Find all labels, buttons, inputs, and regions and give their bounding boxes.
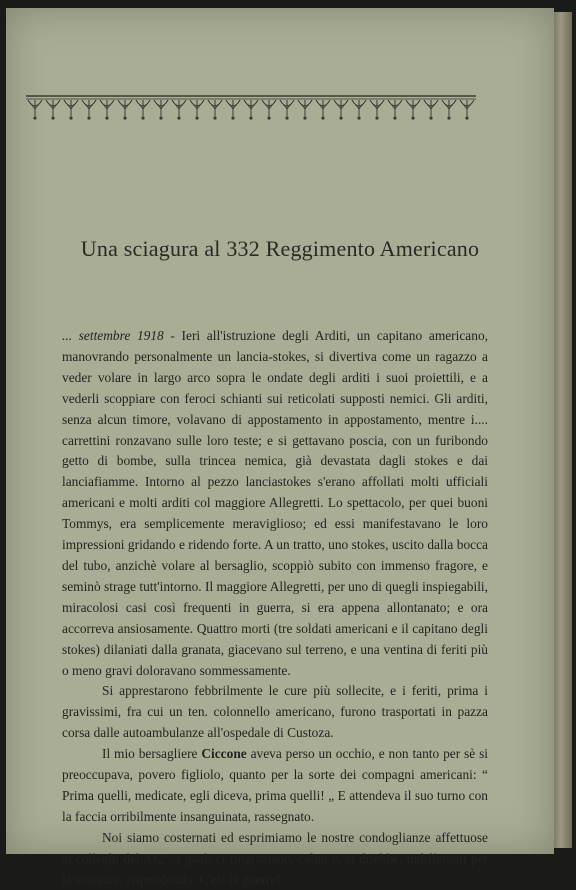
article-title: Una sciagura al 332 Reggimento Americano — [80, 236, 480, 261]
article-body — [62, 326, 488, 890]
soldier-name: Ciccone — [201, 746, 247, 762]
paragraph-4-text: Noi siamo costernati ed esprimiamo le nostre condoglianze affettuose ai colleghi del 332°, i quali ci ringraziano, calmi e, si direbbe, indifferenti per la sciagura, rispondendo: C'est la guerre! — [62, 829, 488, 887]
paragraph-1-text: - Ieri all'istruzione degli Arditi, un capitano americano, manovrando personalmente un lancia-stokes, si divertiva come un ragazzo a veder volare in largo arco sopra le ondate degli arditi i suoi proiettili, e a vederli scoppiare con feroci schianti sui reticolati supposti nemici. Gli arditi, senza alcun timore, volavano di appostamento in appostamento, mentre i.... carrettini ronzavano sulle loro teste; e si gettavano poscia, con un furibondo getto di bombe, sulla trincea nemica, già devastata dagli stokes e dai lanciafiamme. Intorno al pezzo lanciastokes s'erano affollati molti ufficiali americani e molti arditi col maggiore Allegretti. Lo spettacolo, per quei buoni Tommys, era semplicemente meraviglioso; ed essi manifestavano le loro impressioni gridando e ridendo forte. A un tratto, uno stokes, uscito dalla bocca del tubo, anzichè volare al bersaglio, scoppiò subito con immenso fragore, e seminò strage tutt'intorno. Il maggiore Allegretti, per uno di quegli inspiegabili, miracolosi casi così frequenti in guerra, si era appena allontanato; e ora accorreva ansiosamente. Quattro morti (tre soldati americani e il capitano degli stokes) dilaniati dalla granata, giacevano sul terreno, e una ventina di feriti più o meno gravi doloravano sommessamente. — [62, 328, 488, 678]
paragraph-3-lead: Il mio bersagliere — [102, 746, 202, 762]
decorative-border-ornament — [26, 90, 476, 122]
paragraph-1 — [62, 326, 488, 681]
page-edge — [554, 12, 572, 848]
document-page — [6, 8, 554, 887]
paragraph-4 — [62, 828, 488, 890]
paragraph-3 — [62, 744, 488, 828]
paragraph-3-text: aveva perso un occhio, e non tanto per sè si preoccupava, povero figliolo, quanto per la sorte dei compagni americani: “ Prima quelli, medicate, egli diceva, prima quelli! „ E attendeva il suo turno con la faccia orribilmente insanguinata, rassegnato. — [62, 746, 488, 824]
paragraph-2-text: Si apprestarono febbrilmente le cure più sollecite, e i feriti, prima i gravissimi, fra cui un ten. colonnello americano, furono trasportati in pazza corsa dalle autoambulanze all'ospedale di Custoza. — [62, 683, 488, 741]
paragraph-2 — [62, 681, 488, 744]
article-date: ... settembre 1918 — [62, 328, 164, 343]
